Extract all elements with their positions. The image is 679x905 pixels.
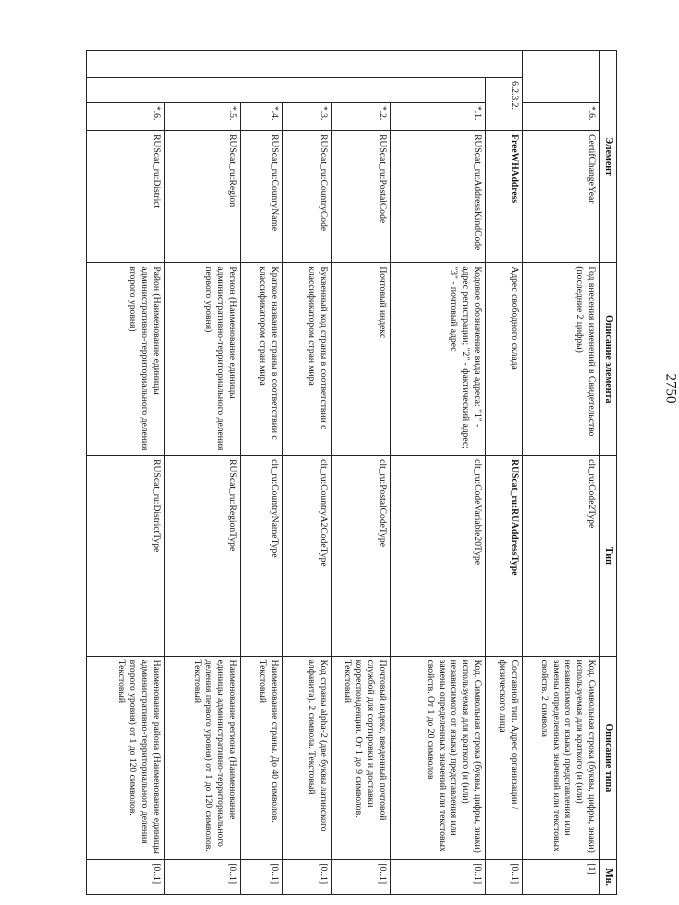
multiplicity: [0..1] [164, 860, 240, 895]
element-name: RUScat_ru:District [86, 131, 164, 263]
type-desc: Наименование региона (Наименование единицы административно-территориального деления первого уровня) от 1 до 120 символов. Текстовый [164, 656, 240, 860]
row-number: *.1. [390, 102, 485, 130]
element-name: CertifChangeYear [522, 131, 599, 263]
multiplicity: [0..1] [331, 860, 390, 895]
type-name: clt_ru:CountryA2CodeType [282, 456, 331, 656]
type-name: clt_ru:CodeVariable20Type [390, 456, 485, 656]
element-name: RUScat_ru:Region [164, 131, 240, 263]
table-row [240, 51, 282, 895]
element-desc: Год внесения изменений в Свидетельство (последние 2 цифры) [522, 263, 599, 456]
type-name: RUScat_ru:RUAddressType [485, 456, 522, 656]
row-number: *.5. [164, 102, 240, 130]
element-name: RUScat_ru:CountryCode [282, 131, 331, 263]
row-number: *.6. [86, 102, 164, 130]
element-desc: Район (Наименование единицы административно-территориального деления второго уровня) [86, 263, 164, 456]
header-multiplicity: Мн. [599, 860, 616, 895]
element-name: RUScat_ru:AddressKindCode [390, 131, 485, 263]
row-number: *.3. [282, 102, 331, 130]
multiplicity: [0..1] [86, 860, 164, 895]
type-desc: Наименование района (Наименование единицы административно-территориального деления второго уровня) от 1 до 120 символов. Текстовый [86, 656, 164, 860]
type-name: clt_ru:Code2Type [522, 456, 599, 656]
row-number: *.6. [522, 102, 599, 130]
element-desc: Буквенный код страны в соответствии с классификатором стран мира [282, 263, 331, 456]
type-name: clt_ru:CountryNameType [240, 456, 282, 656]
table-row [164, 51, 240, 895]
element-name: FreeWHAddress [485, 131, 522, 263]
type-desc: Наименование страны. До 40 символов. Текстовый [240, 656, 282, 860]
header-type-desc: Описание типа [599, 656, 616, 860]
element-desc: Кодовое обозначение вида адреса: "1" - адрес регистрации; "2" - фактический адрес; "3" - почтовый адрес [390, 263, 485, 456]
multiplicity: [1] [522, 860, 599, 895]
table-row [86, 51, 164, 895]
row-number: *.2. [331, 102, 390, 130]
row-number: 6.2.3.2. [485, 78, 522, 131]
header-type: Тип [599, 456, 616, 656]
table-row [390, 51, 485, 895]
page-number: 2750 [662, 373, 679, 404]
rotated-table-container [32, 50, 617, 895]
table-row [331, 51, 390, 895]
element-desc: Почтовый индекс [331, 263, 390, 456]
type-desc: Почтовый индекс, введенный почтовой службой для сортировки и доставки корреспонденции. От 1 до 9 символов. Текстовый [331, 656, 390, 860]
multiplicity: [0..1] [240, 860, 282, 895]
element-desc: Краткое название страны в соответствии с классификатором стран мира [240, 263, 282, 456]
type-desc: Составной тип. Адрес организации / физического лица [485, 656, 522, 860]
header-element-desc: Описание элемента [599, 263, 616, 456]
header-element: Элемент [599, 51, 616, 263]
header-row [599, 51, 616, 895]
multiplicity: [0..1] [390, 860, 485, 895]
table-row [282, 51, 331, 895]
type-name: RUScat_ru:DistrictType [86, 456, 164, 656]
type-desc: Код. Символьная строка (буквы, цифры, знаки) используемая для краткого (и (или) независимого от языка) представления или замены определенных значений или текстовых свойств. От 1 до 20 символов [390, 656, 485, 860]
element-desc: Адрес свободного склада [485, 263, 522, 456]
type-desc: Код. Символьная строка (буквы, цифры, знаки) используемая для краткого (и (или) независимого от языка) представления или замены определенных значений или текстовых свойств. 2 символа [522, 656, 599, 860]
type-name: clt_ru:PostalCodeType [331, 456, 390, 656]
table-row [522, 51, 599, 895]
type-name: RUScat_ru:RegionType [164, 456, 240, 656]
multiplicity: [0..1] [485, 860, 522, 895]
element-desc: Регион (Наименование единицы административно-территориального деления первого уровня) [164, 263, 240, 456]
element-name: RUScat_ru:PostalCode [331, 131, 390, 263]
document-table [86, 50, 617, 895]
table-row [485, 51, 522, 895]
multiplicity: [0..1] [282, 860, 331, 895]
row-number: *.4. [240, 102, 282, 130]
type-desc: Код страны alpha-2 (две буквы латинского алфавита). 2 символа. Текстовый [282, 656, 331, 860]
element-name: RUScat_ru:CounryName [240, 131, 282, 263]
